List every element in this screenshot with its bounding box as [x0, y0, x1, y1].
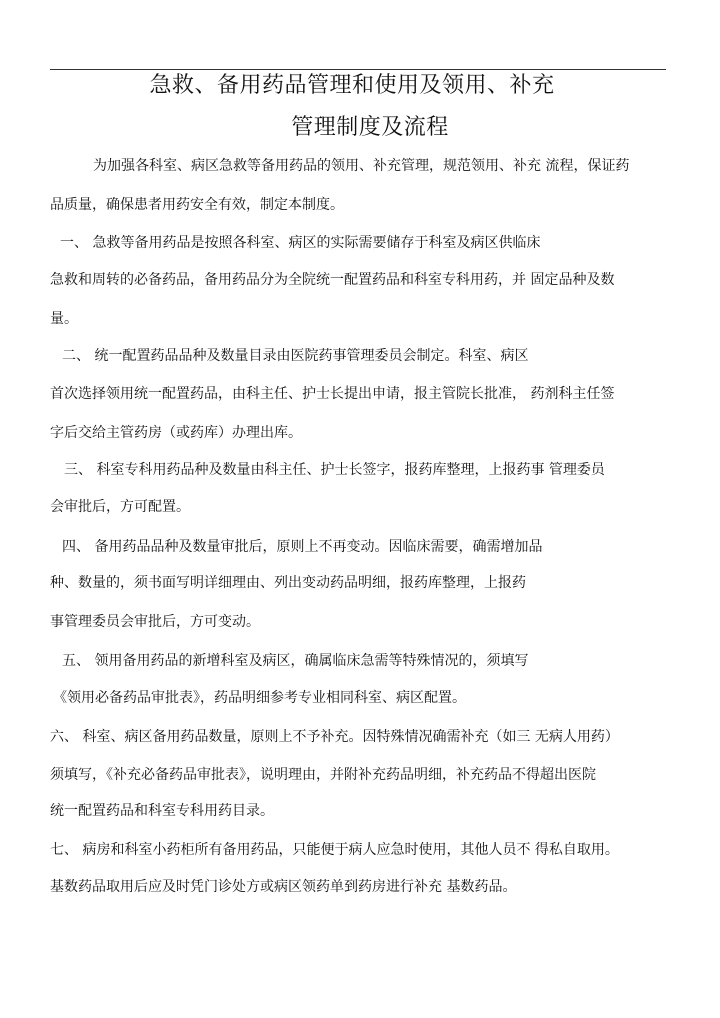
body-line: 量。	[50, 311, 78, 327]
body-line: 七、 病房和科室小药柜所有备用药品，只能便于病人应急时使用，其他人员不 得私自取用。	[50, 842, 619, 858]
body-line: 统一配置药品和科室专科用药目录。	[50, 803, 274, 819]
body-line: 二、 统一配置药品品种及数量目录由医院药事管理委员会制定。科室、病区	[62, 348, 529, 364]
body-line: 四、 备用药品品种及数量审批后，原则上不再变动。因临床需要，确需增加品	[62, 539, 543, 555]
body-line: 品质量，确保患者用药安全有效，制定本制度。	[50, 197, 344, 213]
body-line: 六、 科室、病区备用药品数量，原则上不予补充。因特殊情况确需补充（如三 无病人用药）	[50, 729, 619, 745]
body-line: 基数药品取用后应及时凭门诊处方或病区领药单到药房进行补充 基数药品。	[50, 879, 517, 895]
body-line: 首次选择领用统一配置药品，由科主任、护士长提出申请，报主管院长批准， 药剂科主任签	[50, 386, 615, 402]
body-line: 事管理委员会审批后，方可变动。	[50, 614, 260, 630]
body-line: 种、数量的，须书面写明详细理由、列出变动药品明细，报药库整理，上报药	[50, 575, 526, 591]
document-title-line-2: 管理制度及流程	[291, 115, 449, 140]
body-line: 字后交给主管药房（或药库）办理出库。	[50, 425, 302, 441]
body-line: 三、 科室专科用药品种及数量由科主任、护士长签字，报药库整理，上报药事 管理委员	[64, 462, 605, 478]
body-line: 《领用必备药品审批表》，药品明细参考专业相同科室、病区配置。	[53, 690, 466, 706]
body-line: 会审批后，方可配置。	[50, 499, 190, 515]
body-line: 一、 急救等备用药品是按照各科室、病区的实际需要储存于科室及病区供临床	[60, 235, 541, 251]
body-line: 须填写，《补充必备药品审批表》，说明理由，并附补充药品明细，补充药品不得超出医院	[50, 767, 596, 783]
header-rule	[50, 69, 666, 70]
body-line: 急救和周转的必备药品，备用药品分为全院统一配置药品和科室专科用药，并 固定品种及数	[50, 272, 615, 288]
body-line: 五、 领用备用药品的新增科室及病区，确属临床急需等特殊情况的，须填写	[62, 653, 529, 669]
body-line: 为加强各科室、病区急救等备用药品的领用、补充管理，规范领用、补充 流程，保证药	[93, 158, 630, 174]
document-title-line-1: 急救、备用药品管理和使用及领用、补充	[149, 73, 555, 98]
